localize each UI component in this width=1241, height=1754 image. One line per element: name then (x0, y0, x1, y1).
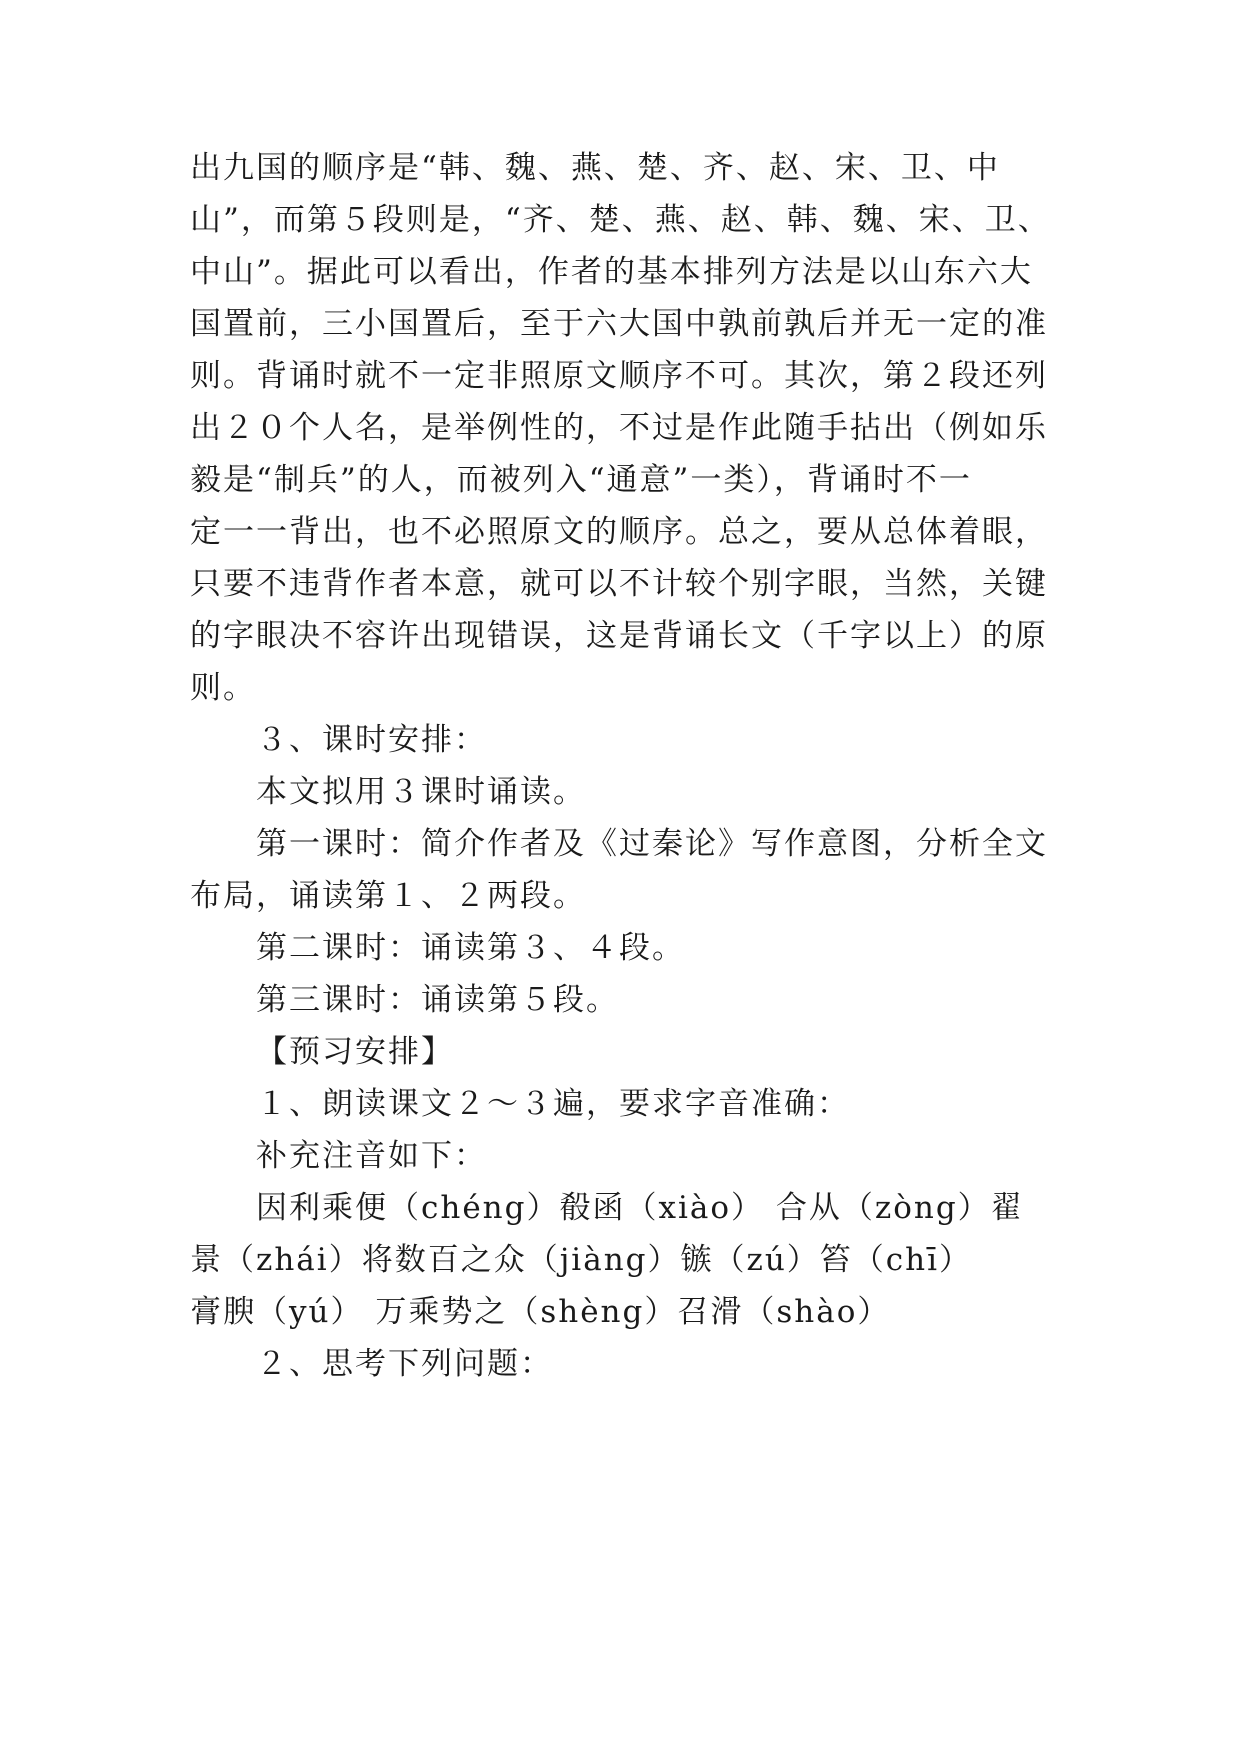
paragraph-line: 则。 (190, 670, 256, 706)
paragraph-line: 第二课时：诵读第３、４段。 (256, 930, 685, 966)
section-heading: 【预习安排】 (256, 1034, 454, 1070)
paragraph-line: 出九国的顺序是“韩、魏、燕、楚、齐、赵、宋、卫、中 (190, 150, 1000, 186)
paragraph-line: 第三课时：诵读第５段。 (256, 982, 619, 1018)
pinyin-line: 景（zhái）将数百之众（jiàng）镞（zú）笞（chī） (190, 1242, 973, 1278)
paragraph-line: １、朗读课文２～３遍，要求字音准确： (256, 1086, 850, 1122)
paragraph-line: 中山”。据此可以看出，作者的基本排列方法是以山东六大 (190, 254, 1033, 290)
paragraph-line: 山”，而第５段则是，“齐、楚、燕、赵、韩、魏、宋、卫、 (190, 202, 1051, 238)
pinyin-line: 因利乘便（chéng）殽函（xiào） 合从（zòng）翟 (256, 1190, 1024, 1226)
paragraph-line: 补充注音如下： (256, 1138, 487, 1174)
paragraph-line: 则。背诵时就不一定非照原文顺序不可。其次，第２段还列 (190, 358, 1048, 394)
paragraph-line: 国置前，三小国置后，至于六大国中孰前孰后并无一定的准 (190, 306, 1048, 342)
paragraph-line: 定一一背出，也不必照原文的顺序。总之，要从总体着眼， (190, 514, 1048, 550)
paragraph-line: ２、思考下列问题： (256, 1346, 553, 1382)
paragraph-line: 的字眼决不容许出现错误，这是背诵长文（千字以上）的原 (190, 618, 1048, 654)
paragraph-line: 布局，诵读第１、２两段。 (190, 878, 586, 914)
paragraph-line: 只要不违背作者本意，就可以不计较个别字眼，当然，关键 (190, 566, 1048, 602)
paragraph-line: 毅是“制兵”的人，而被列入“通意”一类），背诵时不一 (190, 462, 972, 498)
paragraph-line: 本文拟用３课时诵读。 (256, 774, 586, 810)
paragraph-line: 出２０个人名，是举例性的，不过是作此随手拈出（例如乐 (190, 410, 1048, 446)
pinyin-line: 膏腴（yú） 万乘势之（shèng）召滑（shào） (190, 1294, 891, 1330)
paragraph-line: 第一课时：简介作者及《过秦论》写作意图，分析全文 (256, 826, 1048, 862)
section-heading: ３、课时安排： (256, 722, 487, 758)
